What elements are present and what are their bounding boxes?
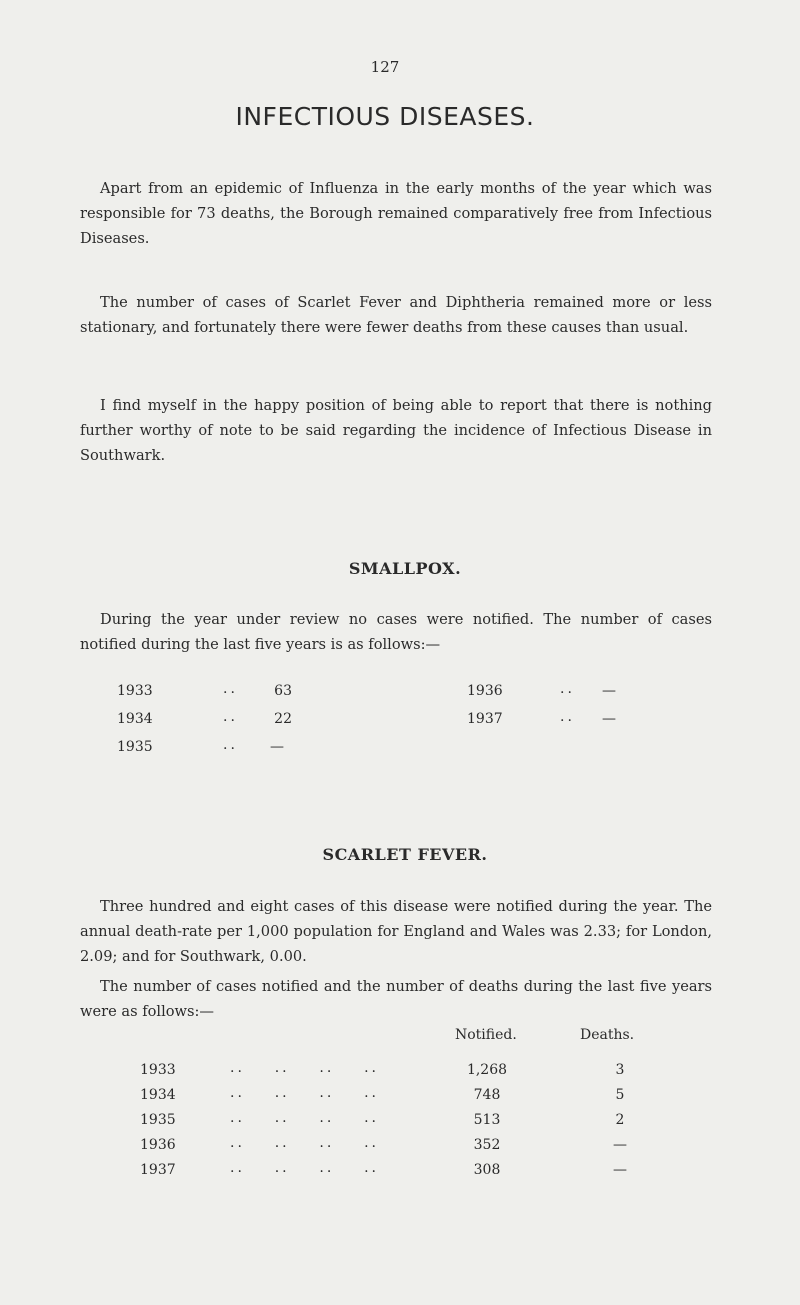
leader-dots: .. bbox=[223, 737, 238, 753]
leader-dots: .. .. .. .. bbox=[230, 1110, 380, 1126]
smallpox-year: 1933 bbox=[117, 683, 153, 699]
smallpox-value: 22 bbox=[274, 711, 292, 727]
leader-dots: .. .. .. .. bbox=[230, 1085, 380, 1101]
table-cell-notified: 308 bbox=[473, 1162, 501, 1178]
smallpox-value: 63 bbox=[274, 683, 292, 699]
smallpox-year: 1937 bbox=[467, 711, 503, 727]
leader-dots: .. .. .. .. bbox=[230, 1135, 380, 1151]
page-title: INFECTIOUS DISEASES. bbox=[235, 102, 535, 131]
table-cell-deaths: — bbox=[613, 1137, 627, 1153]
column-header-deaths: Deaths. bbox=[580, 1027, 635, 1043]
table-row-year: 1937 bbox=[140, 1162, 176, 1178]
table-cell-deaths: 3 bbox=[615, 1062, 625, 1078]
smallpox-paragraph: During the year under review no cases were notified. The number of cases notified during the last five years is as follows:— bbox=[80, 611, 712, 653]
leader-dots: .. .. .. .. bbox=[230, 1160, 380, 1176]
table-row-year: 1936 bbox=[140, 1137, 176, 1153]
table-row-year: 1935 bbox=[140, 1112, 176, 1128]
leader-dots: .. bbox=[223, 709, 238, 725]
smallpox-value: — bbox=[602, 683, 616, 699]
leader-dots: .. bbox=[560, 709, 575, 725]
table-row-year: 1934 bbox=[140, 1087, 176, 1103]
leader-dots: .. bbox=[223, 681, 238, 697]
table-cell-deaths: 5 bbox=[615, 1087, 625, 1103]
table-cell-notified: 748 bbox=[473, 1087, 501, 1103]
scarlet-fever-paragraph-1: Three hundred and eight cases of this disease were notified during the year. The annual death-rate per 1,000 population for England and Wales was 2.33; for London, 2.09; and for Southwark, 0.00. bbox=[80, 898, 712, 965]
smallpox-year: 1934 bbox=[117, 711, 153, 727]
table-cell-notified: 1,268 bbox=[466, 1062, 508, 1078]
smallpox-heading: SMALLPOX. bbox=[348, 559, 462, 578]
scarlet-fever-heading: SCARLET FEVER. bbox=[322, 845, 488, 864]
smallpox-value: — bbox=[602, 711, 616, 727]
intro-paragraph-1: Apart from an epidemic of Influenza in the early months of the year which was responsible for 73 deaths, the Borough remained comparatively free from Infectious Diseases. bbox=[80, 180, 712, 247]
smallpox-value: — bbox=[270, 739, 284, 755]
table-cell-notified: 513 bbox=[473, 1112, 501, 1128]
table-cell-deaths: 2 bbox=[615, 1112, 625, 1128]
intro-paragraph-2: The number of cases of Scarlet Fever and Diphtheria remained more or less stationary, and fortunately there were fewer deaths from these causes than usual. bbox=[80, 294, 712, 336]
smallpox-year: 1935 bbox=[117, 739, 153, 755]
smallpox-year: 1936 bbox=[467, 683, 503, 699]
table-cell-notified: 352 bbox=[473, 1137, 501, 1153]
leader-dots: .. .. .. .. bbox=[230, 1060, 380, 1076]
table-cell-deaths: — bbox=[613, 1162, 627, 1178]
scarlet-fever-paragraph-2: The number of cases notified and the number of deaths during the last five years were as follows:— bbox=[80, 978, 712, 1020]
column-header-notified: Notified. bbox=[455, 1027, 517, 1043]
leader-dots: .. bbox=[560, 681, 575, 697]
page-number: 127 bbox=[370, 58, 400, 76]
intro-paragraph-3: I find myself in the happy position of being able to report that there is nothing further worthy of note to be said regarding the incidence of Infectious Disease in Southwark. bbox=[80, 397, 712, 464]
table-row-year: 1933 bbox=[140, 1062, 176, 1078]
